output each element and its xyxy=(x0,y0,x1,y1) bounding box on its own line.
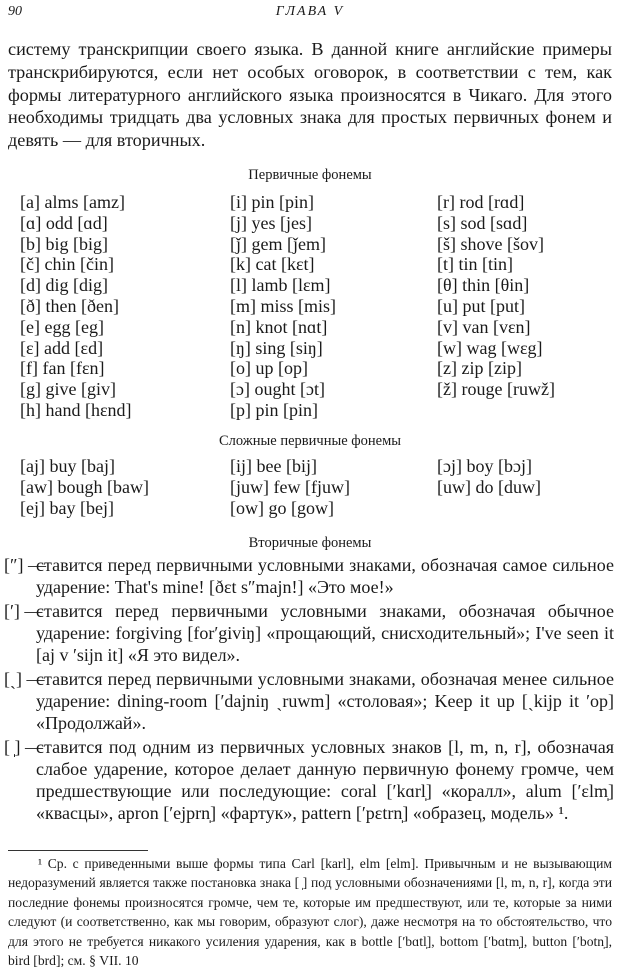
phoneme-row: [ɑ] odd [ɑd] xyxy=(20,212,108,233)
intro-text: систему транскрипции своего языка. В данной книге английские примеры транскрибируются, если нет особых оговорок, в соответствии с тем, как формы литературного английского языка произносятся в Чикаго. Для этого необходимы тридцать два условных знака для простых первичных фонем и девять — для вторичных. xyxy=(8,39,612,151)
phoneme-row: [j] yes [jes] xyxy=(230,212,312,233)
phoneme-row: [ŋ] sing [siŋ] xyxy=(230,337,323,358)
phoneme-row: [p] pin [pin] xyxy=(230,399,318,420)
phoneme-row: [f] fan [fɛn] xyxy=(20,358,105,379)
secondary-description: ставится под одним из первичных условных знаков [l, m, n, r], обозначая слабое ударение, которое делает данную первичную фонему громче, чем предшествующие или последующие: coral [′kɑrl̩] «коралл», alum [′ɛlm̩] «квасцы», apron [′ejprn̩] «фартук», pattern [′pɛtrn̩] «образец, модель» ¹. xyxy=(36,737,614,823)
phoneme-row: [t] tin [tin] xyxy=(437,254,513,275)
phoneme-row: [b] big [big] xyxy=(20,233,108,254)
phoneme-row: [l] lamb [lɛm] xyxy=(230,275,331,296)
secondary-description: ставится перед первичными условными знаками, обозначая обычное ударение: forgiving [for′giviŋ] «прощающий, снисходительный»; I've seen it [aj v ′sijn it] «Я это видел». xyxy=(36,601,614,665)
phoneme-row: [uw] do [duw] xyxy=(437,476,541,497)
secondary-list xyxy=(4,554,614,824)
phoneme-row: [i] pin [pin] xyxy=(230,192,314,212)
phoneme-row: [ow] go [gow] xyxy=(230,497,334,518)
primary-col-2 xyxy=(230,192,336,421)
phoneme-row: [juw] few [fjuw] xyxy=(230,476,350,497)
phoneme-row: [ej] bay [bej] xyxy=(20,497,114,518)
footnote: ¹ Ср. с приведенными выше формы типа Carl [karl], elm [elm]. Привычным и не вызывающим недоразумений является также постановка знака [ ̩] под условными обозначениями [l, m, n, r], когда эти последние фонемы произносятся громче, чем те, которые им предшествуют, или те, которые за ними следуют (и соответственно, как мы говорим, образуют слог), даже несмотря на то обстоятельство, что для этого не требуется никакого усиления ударения, как в bottle [′bɑtl̩], bottom [′bɑtm̩], button [′botn̩], bird [brd]; см. § VII. 10 xyxy=(8,856,612,969)
phoneme-row: [s] sod [sɑd] xyxy=(437,212,528,233)
phoneme-row: [ð] then [ðen] xyxy=(20,295,119,316)
phoneme-row: [ɔ] ought [ɔt] xyxy=(230,379,325,400)
secondary-item xyxy=(4,600,614,666)
intro-paragraph xyxy=(8,38,612,152)
compound-col-1 xyxy=(20,456,149,518)
phoneme-row: [k] cat [kɛt] xyxy=(230,254,315,275)
phoneme-row: [ž] rouge [ruwž] xyxy=(437,379,555,400)
phoneme-row: [ɛ] add [ɛd] xyxy=(20,337,104,358)
secondary-mark: [′] — xyxy=(4,601,43,621)
secondary-item xyxy=(4,668,614,734)
page-number: 90 xyxy=(8,4,22,19)
compound-phonemes-heading: Сложные первичные фонемы xyxy=(218,433,402,449)
phoneme-row: [ɔj] boy [bɔj] xyxy=(437,456,532,476)
secondary-item xyxy=(4,736,614,824)
phoneme-row: [ij] bee [bij] xyxy=(230,456,317,476)
phoneme-row: [aw] bough [baw] xyxy=(20,476,149,497)
phoneme-row: [u] put [put] xyxy=(437,295,525,316)
secondary-item xyxy=(4,554,614,598)
phoneme-row: [e] egg [eg] xyxy=(20,316,104,337)
phoneme-row: [z] zip [zip] xyxy=(437,358,522,379)
compound-col-2 xyxy=(230,456,350,518)
phoneme-row: [a] alms [amz] xyxy=(20,192,125,212)
phoneme-row: [g] give [giv] xyxy=(20,379,116,400)
phoneme-row: [r] rod [rɑd] xyxy=(437,192,525,212)
primary-col-3 xyxy=(437,192,555,400)
footnote-divider xyxy=(8,850,148,851)
phoneme-row: [m] miss [mis] xyxy=(230,295,336,316)
phoneme-row: [v] van [vɛn] xyxy=(437,316,531,337)
secondary-description: ставится перед первичными условными знаками, обозначая самое сильное ударение: That's mine! [ðɛt s″majn!] «Это мое!» xyxy=(36,555,614,597)
phoneme-row: [ǰ] gem [ǰem] xyxy=(230,233,326,254)
phoneme-row: [š] shove [šov] xyxy=(437,233,544,254)
primary-phonemes-heading: Первичные фонемы xyxy=(248,167,372,183)
secondary-description: ставится перед первичными условными знаками, обозначая менее сильное ударение: dining-room [′dajniŋ ˏruwm] «столовая»; Keep it up [ˏkijp it ′op] «Продолжай». xyxy=(36,669,614,733)
phoneme-row: [n] knot [nɑt] xyxy=(230,316,328,337)
secondary-mark: [″] — xyxy=(4,555,46,575)
secondary-mark: [ˏ] — xyxy=(4,669,45,689)
phoneme-row: [w] wag [wɛg] xyxy=(437,337,543,358)
phoneme-row: [aj] buy [baj] xyxy=(20,456,115,476)
phoneme-row: [h] hand [hɛnd] xyxy=(20,399,132,420)
phoneme-row: [č] chin [čin] xyxy=(20,254,114,275)
primary-col-1 xyxy=(20,192,132,421)
phoneme-row: [θ] thin [θin] xyxy=(437,275,530,296)
chapter-title: ГЛАВА V xyxy=(275,4,345,19)
compound-col-3 xyxy=(437,456,541,498)
secondary-mark: [ ̩] — xyxy=(4,737,43,757)
phoneme-row: [d] dig [dig] xyxy=(20,275,108,296)
phoneme-row: [o] up [op] xyxy=(230,358,308,379)
secondary-phonemes-heading: Вторичные фонемы xyxy=(248,535,372,551)
